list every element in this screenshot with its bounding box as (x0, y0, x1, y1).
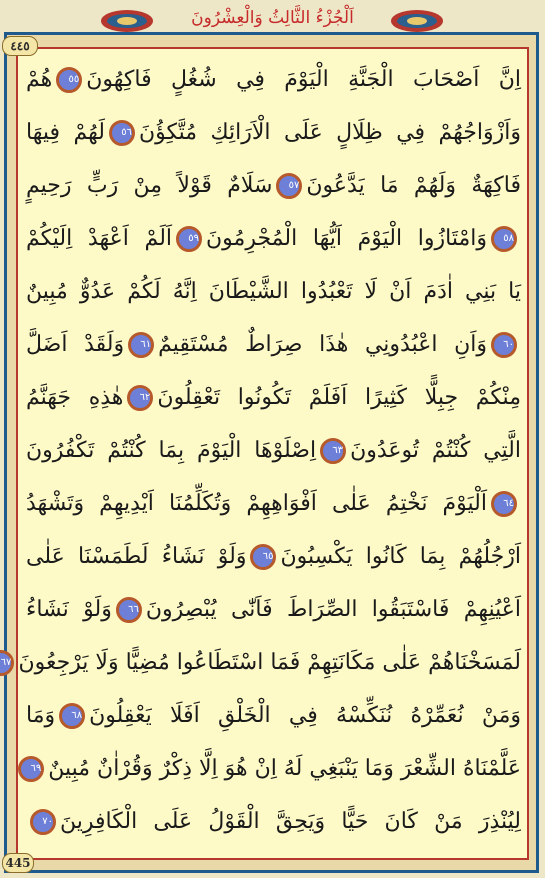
verse-line (26, 482, 521, 526)
verse-line (0, 641, 521, 685)
verse-text: وَاَنِ اعْبُدُونِي هٰذَا صِرَاطٌ مُسْتَقِيمٌ (158, 332, 488, 357)
verse-line (26, 694, 521, 738)
verse-marker: ٥٨ (491, 226, 517, 252)
verse-line (26, 111, 521, 155)
verse-text: لِيُنْذِرَ مَنْ كَانَ حَيًّا وَيَحِقَّ الْقَوْلُ عَلَى الْكَافِرِينَ (60, 809, 521, 834)
verse-text: فَاكِهَةٌ وَلَهُمْ مَا يَدَّعُونَ (306, 173, 521, 198)
verse-text: وَلَوْ نَشَاءُ لَطَمَسْنَا عَلٰى (26, 544, 247, 569)
verse-text: اِنَّ اَصْحَابَ الْجَنَّةِ الْيَوْمَ فِي شُغُلٍ فَاكِهُونَ (86, 67, 521, 92)
verse-marker: ٦٥ (250, 544, 276, 570)
right-ornament-icon (390, 8, 445, 34)
page-number-top: ٤٤٥ (2, 36, 38, 56)
verse-text: لَمَسَخْنَاهُمْ عَلٰى مَكَانَتِهِمْ فَمَا اسْتَطَاعُوا مُضِيًّا وَلَا يَرْجِعُونَ (18, 650, 521, 675)
verse-marker: ٥٥ (56, 67, 82, 93)
verse-text: وَمَا (26, 703, 56, 728)
verse-line (26, 376, 521, 420)
verse-text: اِصْلَوْهَا الْيَوْمَ بِمَا كُنْتُمْ تَكْفُرُونَ (26, 438, 317, 463)
verse-line (26, 800, 521, 844)
verse-marker: ٥٦ (109, 120, 135, 146)
verse-marker: ٦٨ (59, 703, 85, 729)
verse-text: وَلَقَدْ اَضَلَّ (26, 332, 125, 357)
verse-line (26, 270, 521, 314)
verse-lines (0, 58, 525, 858)
verse-line (26, 747, 521, 791)
verse-text: اَعْيُنِهِمْ فَاسْتَبَقُوا الصِّرَاطَ فَاَنّٰى يُبْصِرُونَ (145, 597, 521, 622)
verse-text: عَلَّمْنَاهُ الشِّعْرَ وَمَا يَنْبَغِي لَهُ اِنْ هُوَ اِلَّا ذِكْرٌ وَقُرْاٰنٌ مُبِينٌ (48, 756, 521, 781)
verse-text: وَلَوْ نَشَاءُ (26, 597, 112, 622)
verse-marker: ٦٦ (116, 597, 142, 623)
verse-line (26, 429, 521, 473)
verse-text: وَامْتَازُوا الْيَوْمَ اَيُّهَا الْمُجْرِمُونَ (206, 226, 487, 251)
verse-text: اَلَمْ اَعْهَدْ اِلَيْكُمْ (26, 226, 173, 251)
verse-text: مِنْكُمْ جِبِلًّا كَثِيرًا اَفَلَمْ تَكُونُوا تَعْقِلُونَ (157, 385, 521, 410)
verse-line (26, 164, 521, 208)
verse-text: هُمْ (26, 67, 53, 92)
verse-marker: ٦٩ (18, 756, 44, 782)
verse-marker: ٥٩ (176, 226, 202, 252)
verse-line (26, 58, 521, 102)
verse-line (26, 535, 521, 579)
verse-marker: ٦٧ (0, 650, 14, 676)
verse-text: لَهُمْ فِيهَا (26, 120, 105, 145)
verse-text: هٰذِهِ جَهَنَّمُ (26, 385, 124, 410)
verse-text: يَا بَنِي اٰدَمَ اَنْ لَا تَعْبُدُوا الشَّيْطَانَ اِنَّهُ لَكُمْ عَدُوٌّ مُبِينٌ (26, 279, 521, 304)
verse-line (26, 323, 521, 367)
juz-title: اَلْجُزْءُ الثَّالِثُ وَالْعِشْرُونَ (191, 8, 354, 28)
verse-text: اَرْجُلُهُمْ بِمَا كَانُوا يَكْسِبُونَ (280, 544, 522, 569)
verse-marker: ٦٠ (491, 332, 517, 358)
verse-marker: ٦٣ (320, 438, 346, 464)
verse-line (26, 217, 521, 261)
verse-marker: ٦٢ (127, 385, 153, 411)
page-number-bottom: 445 (2, 853, 34, 873)
verse-marker: ٥٧ (276, 173, 302, 199)
verse-marker: ٦٤ (491, 491, 517, 517)
verse-text: الَّتِي كُنْتُمْ تُوعَدُونَ (350, 438, 521, 463)
verse-text: وَاَزْوَاجُهُمْ فِي ظِلَالٍ عَلَى الْاَرَائِكِ مُتَّكِؤُنَ (138, 120, 521, 145)
verse-text: اَلْيَوْمَ نَخْتِمُ عَلٰى اَفْوَاهِهِمْ وَتُكَلِّمُنَا اَيْدِيهِمْ وَتَشْهَدُ (26, 491, 487, 516)
verse-text: وَمَنْ نُعَمِّرْهُ نُنَكِّسْهُ فِي الْخَلْقِ اَفَلَا يَعْقِلُونَ (89, 703, 521, 728)
verse-line (26, 588, 521, 632)
verse-text: سَلَامٌ قَوْلاً مِنْ رَبٍّ رَحِيمٍ (26, 173, 273, 198)
verse-marker: ٧٠ (30, 809, 56, 835)
verse-marker: ٦١ (128, 332, 154, 358)
